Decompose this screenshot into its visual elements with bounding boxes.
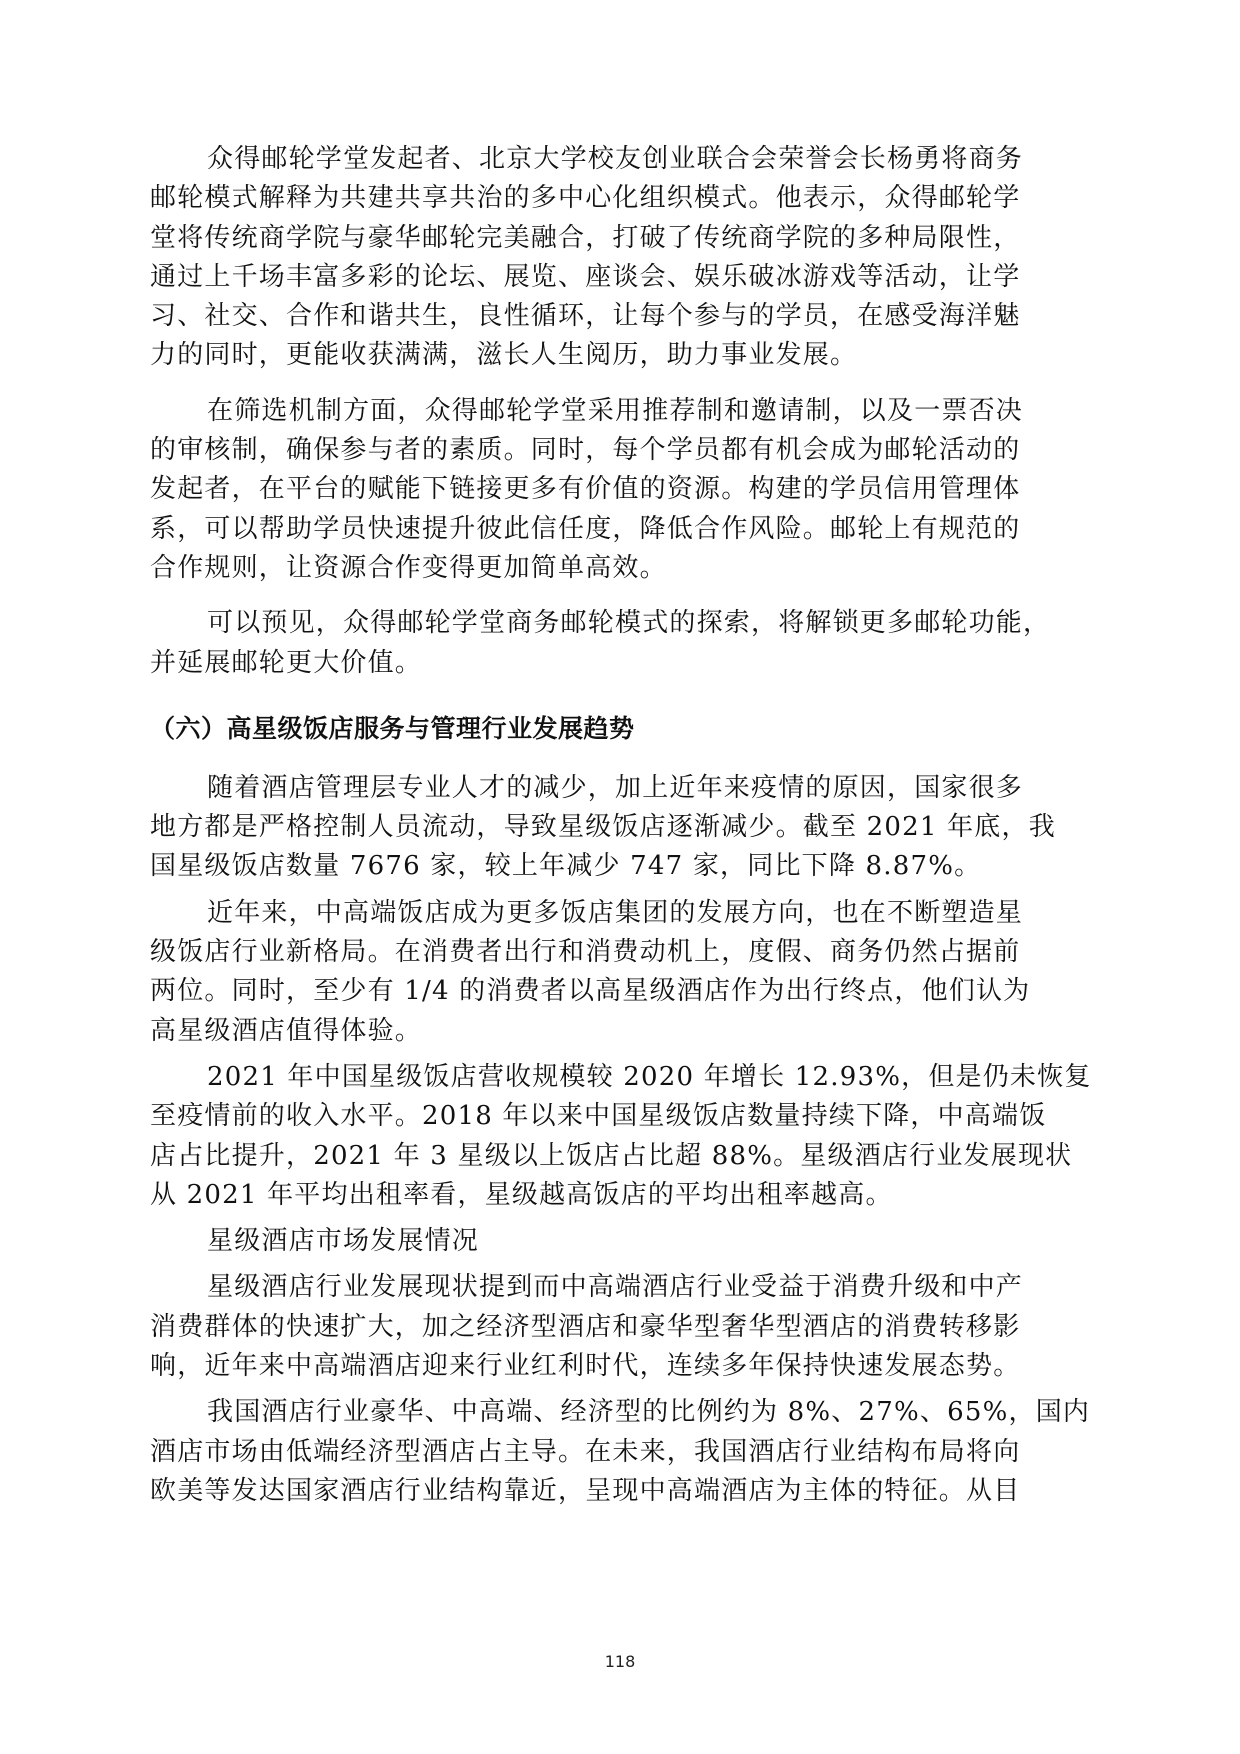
page-content	[150, 140, 1090, 1511]
paragraph-consumption-upgrade	[150, 1268, 1090, 1386]
paragraph-industry-structure	[150, 1393, 1090, 1511]
section-heading: （六）高星级饭店服务与管理行业发展趋势	[150, 713, 635, 743]
paragraph-market-subtitle	[150, 1222, 1090, 1261]
text-line: 从 2021 年平均出租率看，星级越高饭店的平均出租率越高。	[150, 1179, 893, 1210]
text-line: 两位。同时，至少有 1/4 的消费者以高星级酒店作为出行终点，他们认为	[150, 976, 1031, 1007]
paragraph-hotel-decline	[150, 769, 1090, 887]
page-number: 118	[604, 1652, 636, 1671]
text-line: 酒店市场由低端经济型酒店占主导。在未来，我国酒店行业结构布局将向	[150, 1436, 1021, 1467]
text-line: 2021 年中国星级饭店营收规模较 2020 年增长 12.93%，但是仍未恢复	[207, 1061, 1092, 1092]
text-line: 发起者，在平台的赋能下链接更多有价值的资源。构建的学员信用管理体	[150, 474, 1021, 505]
text-line: 合作规则，让资源合作变得更加简单高效。	[150, 552, 667, 583]
text-line: 通过上千场丰富多彩的论坛、展览、座谈会、娱乐破冰游戏等活动，让学	[150, 261, 1021, 292]
text-line: 星级酒店市场发展情况	[207, 1226, 480, 1257]
text-line: 在筛选机制方面，众得邮轮学堂采用推荐制和邀请制，以及一票否决	[207, 395, 1024, 426]
text-line: 邮轮模式解释为共建共享共治的多中心化组织模式。他表示，众得邮轮学	[150, 183, 1021, 214]
text-line: 国星级饭店数量 7676 家，较上年减少 747 家，同比下降 8.87%。	[150, 851, 982, 882]
text-line: 近年来，中高端饭店成为更多饭店集团的发展方向，也在不断塑造星	[207, 897, 1024, 928]
text-line: 星级酒店行业发展现状提到而中高端酒店行业受益于消费升级和中产	[207, 1272, 1024, 1303]
text-line: 可以预见，众得邮轮学堂商务邮轮模式的探索，将解锁更多邮轮功能，	[207, 608, 1051, 639]
text-line: 地方都是严格控制人员流动，导致星级饭店逐渐减少。截至 2021 年底，我	[150, 812, 1056, 843]
text-line: 级饭店行业新格局。在消费者出行和消费动机上，度假、商务仍然占据前	[150, 937, 1021, 968]
text-line: 堂将传统商学院与豪华邮轮完美融合，打破了传统商学院的多种局限性，	[150, 222, 1021, 253]
paragraph-zhongde-youlun-model	[150, 140, 1090, 376]
text-line: 力的同时，更能收获满满，滋长人生阅历，助力事业发展。	[150, 340, 858, 371]
text-line: 系，可以帮助学员快速提升彼此信任度，降低合作风险。邮轮上有规范的	[150, 513, 1021, 544]
text-line: 消费群体的快速扩大，加之经济型酒店和豪华型奢华型酒店的消费转移影	[150, 1311, 1021, 1342]
paragraph-outlook	[150, 604, 1090, 683]
text-line: 欧美等发达国家酒店行业结构靠近，呈现中高端酒店为主体的特征。从目	[150, 1475, 1021, 1506]
paragraph-revenue-2021	[150, 1058, 1090, 1215]
text-line: 随着酒店管理层专业人才的减少，加上近年来疫情的原因，国家很多	[207, 772, 1024, 803]
paragraph-mid-high-end-direction	[150, 894, 1090, 1051]
text-line: 店占比提升，2021 年 3 星级以上饭店占比超 88%。星级酒店行业发展现状	[150, 1140, 1073, 1171]
text-line: 的审核制，确保参与者的素质。同时，每个学员都有机会成为邮轮活动的	[150, 435, 1021, 466]
text-line: 我国酒店行业豪华、中高端、经济型的比例约为 8%、27%、65%，国内	[207, 1397, 1091, 1428]
text-line: 众得邮轮学堂发起者、北京大学校友创业联合会荣誉会长杨勇将商务	[207, 144, 1024, 174]
paragraph-selection-mechanism	[150, 392, 1090, 588]
text-line: 响，近年来中高端酒店迎来行业红利时代，连续多年保持快速发展态势。	[150, 1351, 1021, 1382]
text-line: 至疫情前的收入水平。2018 年以来中国星级饭店数量持续下降，中高端饭	[150, 1101, 1047, 1132]
text-line: 并延展邮轮更大价值。	[150, 647, 423, 678]
text-line: 高星级酒店值得体验。	[150, 1015, 423, 1046]
text-line: 习、社交、合作和谐共生，良性循环，让每个参与的学员，在感受海洋魅	[150, 301, 1021, 332]
